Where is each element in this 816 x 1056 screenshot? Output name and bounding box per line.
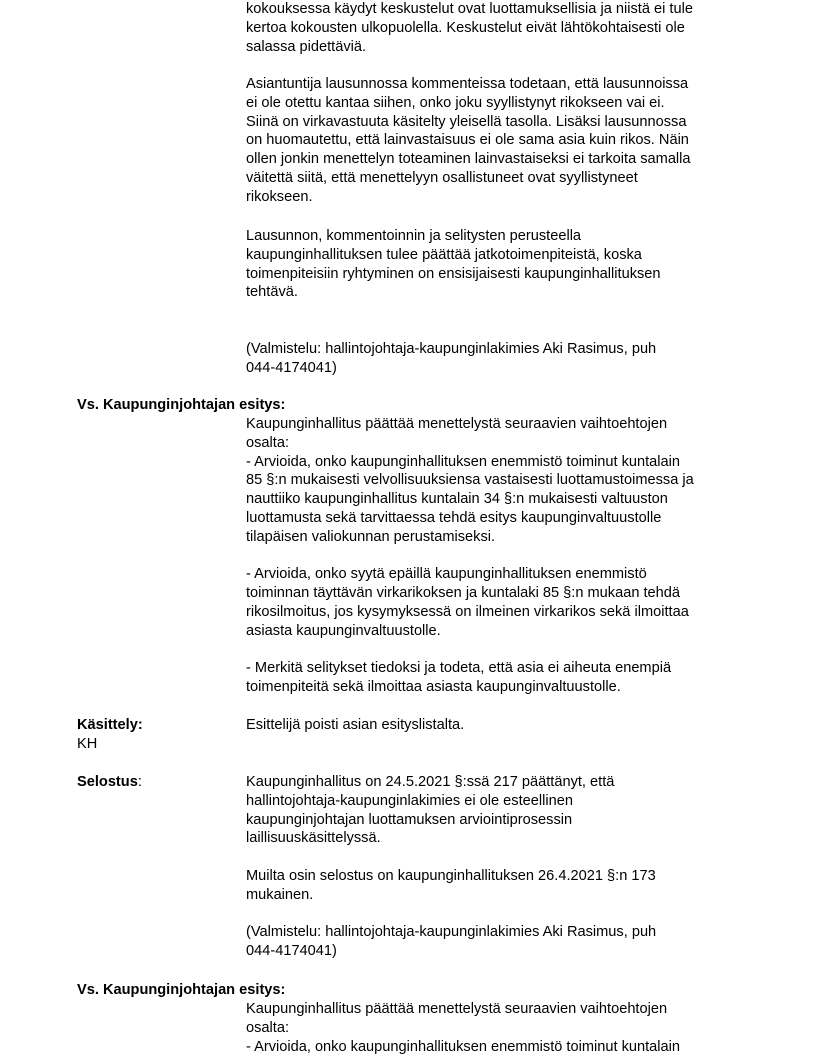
selostus-label — [77, 773, 142, 792]
text-line: ollen jonkin menettelyn toteaminen lainvastaiseksi ei tarkoita samalla — [246, 151, 691, 168]
preparer-note — [246, 923, 746, 961]
kasittely-label-text: Käsittely: — [77, 717, 143, 733]
kasittely-text: Esittelijä poisti asian esityslistalta. — [246, 717, 465, 733]
text-line: 85 §:n mukaisesti velvollisuuksiensa vastaisesti luottamustoimessa ja — [246, 472, 694, 489]
text-line: toiminnan täyttävän virkarikoksen ja kuntalaki 85 §:n mukaan tehdä — [246, 585, 681, 602]
text-line: - Merkitä selitykset tiedoksi ja todeta, että asia ei aiheuta enempiä — [246, 660, 672, 677]
proposal-options — [246, 1000, 746, 1056]
text-line: kaupunginjohtajan luottamuksen arviointiprosessin — [246, 811, 573, 828]
section-heading-proposal: Vs. Kaupunginjohtajan esitys: — [77, 982, 286, 998]
proposal-option-1 — [246, 415, 746, 547]
text-line: Lausunnon, kommentoinnin ja selitysten perusteella — [246, 228, 582, 244]
selostus-paragraph — [246, 867, 746, 905]
text-line: tilapäisen valiokunnan perustamiseksi. — [246, 528, 496, 545]
selostus-paragraph — [246, 773, 746, 848]
section-heading-proposal: Vs. Kaupunginjohtajan esitys: — [77, 397, 286, 413]
text-line: Kaupunginhallitus on 24.5.2021 §:ssä 217 päättänyt, että — [246, 774, 615, 790]
text-line: Kaupunginhallitus päättää menettelystä seuraavien vaihtoehtojen — [246, 1001, 668, 1017]
selostus-label-text: Selostus — [77, 774, 138, 790]
text-line: nauttiiko kaupunginhallitus kuntalain 34 §:n mukaisesti valtuuston — [246, 491, 668, 508]
text-line: väitettä siitä, että menettelyyn osallistuneet ovat syyllistyneet — [246, 169, 638, 186]
paragraph-confidentiality — [246, 0, 746, 56]
proposal-option-3 — [246, 659, 746, 697]
text-line: osalta: — [246, 434, 289, 451]
text-line: kokouksessa käydyt keskustelut ovat luottamuksellisia ja niistä ei tule — [246, 1, 693, 17]
proposal-options — [246, 415, 746, 697]
text-line: Siinä on virkavastuuta käsitelty yleisellä tasolla. Lisäksi lausunnossa — [246, 113, 687, 130]
text-line: 044-4174041) — [246, 943, 337, 960]
kasittely-label — [77, 716, 143, 754]
text-line: luottamusta sekä tarvittaessa tehdä esitys kaupunginvaltuustolle — [246, 509, 662, 526]
text-lines — [246, 75, 746, 207]
preparer-note — [246, 340, 746, 378]
selostus-body — [246, 773, 746, 961]
text-line: 044-4174041) — [246, 359, 337, 376]
proposal-option-1 — [246, 1000, 746, 1056]
text-line: rikosilmoitus, jos kysymyksessä on ilmeinen virkarikos sekä ilmoittaa — [246, 603, 689, 620]
text-line: kaupunginhallituksen tulee päättää jatkotoimenpiteistä, koska — [246, 246, 642, 263]
text-line: salassa pidettäviä. — [246, 38, 367, 55]
text-line: rikokseen. — [246, 188, 313, 205]
text-line: on huomautettu, että lainvastaisuus ei ole sama asia kuin rikos. Näin — [246, 132, 689, 149]
text-line: Asiantuntija lausunnossa kommenteissa todetaan, että lausunnoissa — [246, 76, 689, 92]
paragraph-further-measures — [246, 227, 746, 302]
paragraph-expert-statement — [246, 75, 746, 207]
text-line: - Arvioida, onko kaupunginhallituksen enemmistö toiminut kuntalain — [246, 453, 681, 470]
text-line: Muilta osin selostus on kaupunginhallituksen 26.4.2021 §:n 173 — [246, 867, 656, 884]
text-line: toimenpiteisiin ryhtyminen on ensisijaisesti kaupunginhallituksen — [246, 265, 661, 282]
text-line: osalta: — [246, 1019, 289, 1036]
text-line: ei ole otettu kantaa siihen, onko joku syyllistynyt rikokseen vai ei. — [246, 94, 665, 111]
text-lines — [246, 227, 746, 302]
text-lines — [246, 340, 746, 378]
text-line: asiasta kaupunginvaltuustolle. — [246, 622, 441, 639]
text-line: hallintojohtaja-kaupunginlakimies ei ole esteellinen — [246, 792, 573, 809]
text-line: kertoa kokousten ulkopuolella. Keskustelut eivät lähtökohtaisesti ole — [246, 19, 685, 36]
text-line: tehtävä. — [246, 284, 298, 301]
kasittely-sublabel: KH — [77, 735, 98, 752]
selostus-label-colon: : — [137, 774, 142, 790]
text-line: toimenpiteitä sekä ilmoittaa asiasta kaupunginvaltuustolle. — [246, 679, 621, 696]
text-line: (Valmistelu: hallintojohtaja-kaupunginlakimies Aki Rasimus, puh — [246, 341, 657, 357]
text-line: - Arvioida, onko syytä epäillä kaupunginhallituksen enemmistö — [246, 566, 647, 583]
text-line: Kaupunginhallitus päättää menettelystä seuraavien vaihtoehtojen — [246, 416, 668, 432]
proposal-option-2 — [246, 565, 746, 640]
text-line: - Arvioida, onko kaupunginhallituksen enemmistö toiminut kuntalain — [246, 1038, 681, 1055]
text-line: mukainen. — [246, 886, 314, 903]
text-line: laillisuuskäsittelyssä. — [246, 830, 381, 847]
text-line: (Valmistelu: hallintojohtaja-kaupunginlakimies Aki Rasimus, puh — [246, 924, 657, 941]
text-lines — [246, 0, 746, 56]
